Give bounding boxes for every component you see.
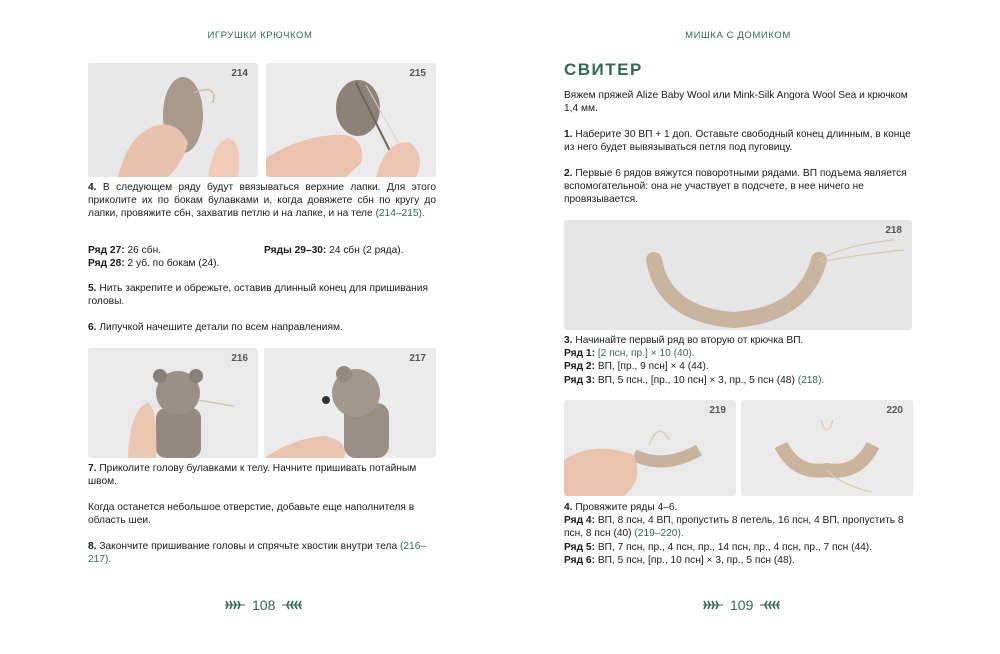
row-29-30: Ряды 29–30: 24 сбн (2 ряда). (264, 245, 404, 256)
folio-number: 109 (730, 597, 754, 613)
step-7-text: 7. Приколите голову булавками к телу. Начните пришивать потайным швом. (88, 463, 417, 488)
rows-27-30 (88, 244, 436, 270)
section-title: СВИТЕР (564, 60, 643, 79)
step-4-block (564, 501, 916, 567)
step-8-text: 8. Закончите пришивание головы и спрячьте хвостик внутри тела (216–217). (88, 541, 427, 566)
photo-218 (564, 220, 912, 330)
row-2: Ряд 2: ВП, [пр., 9 псн] × 4 (44). (564, 361, 709, 373)
step-number: 4. (88, 182, 97, 193)
step-6-text: 6. Липучкой начешите детали по всем направлениям. (88, 322, 343, 333)
laurel-right-icon (281, 599, 303, 611)
page-number-left (224, 597, 303, 613)
photo-219 (564, 400, 736, 496)
folio-number: 108 (252, 597, 276, 613)
row-3: Ряд 3: ВП, 5 псн., [пр., 10 псн] × 3, пр., 5 псн (48) (218). (564, 374, 825, 386)
laurel-right-icon (759, 599, 781, 611)
photo-number: 214 (231, 68, 248, 79)
step-body: В следующем ряду будут ввязываться верхние лапки. Для этого приколите их по бокам булавками и, когда довяжете сбн по кругу до лапки, провяжите сбн, захватив петлю и на лапке, и на теле (88, 182, 436, 220)
step-3-text: 3. Начинайте первый ряд во вторую от крючка ВП. (564, 335, 804, 346)
photo-217 (264, 348, 436, 458)
step-1-text: 1. Наберите 30 ВП + 1 доп. Оставьте свободный конец длинным, в конце из него будет вывязываться петля под пуговицу. (564, 129, 911, 154)
note-text: Когда останется небольшое отверстие, добавьте еще наполнителя в область шеи. (88, 502, 415, 527)
page-number-right (702, 597, 781, 613)
running-head-right: МИШКА С ДОМИКОМ (685, 30, 791, 41)
photo-215 (266, 63, 436, 177)
photo-number: 217 (409, 353, 426, 364)
photo-220 (741, 400, 913, 496)
photo-number: 216 (231, 353, 248, 364)
right-page (500, 0, 1000, 654)
row-27: Ряд 27: 26 сбн. (88, 245, 162, 256)
photo-214 (88, 63, 258, 177)
step-3-block (564, 334, 914, 387)
row-1: Ряд 1: [2 псн, пр.] × 10 (40). (564, 348, 695, 360)
step-5-text: 5. Нить закрепите и обрежьте, оставив длинный конец для пришивания головы. (88, 283, 428, 308)
intro-text: Вяжем пряжей Alize Baby Wool или Mink-Silk Angora Wool Sea и крючком 1,4 мм. (564, 90, 908, 115)
photo-number: 220 (886, 405, 903, 416)
photo-number: 215 (409, 68, 426, 79)
photo-number: 219 (709, 405, 726, 416)
step-4-right-text: 4. Провяжите ряды 4–6. (564, 502, 678, 513)
photo-reference: (214–215). (375, 208, 425, 220)
photo-number: 218 (885, 225, 902, 236)
row-6: Ряд 6: ВП, 5 псн, [пр., 10 псн] × 3, пр., 5 псн (48). (564, 554, 795, 566)
row-4: Ряд 4: ВП, 8 псн, 4 ВП, пропустить 8 петель, 16 псн, 4 ВП, пропустить 8 псн, 8 псн (40) (219–220). (564, 515, 904, 540)
photo-reference: (216–217). (88, 541, 427, 566)
photo-216 (88, 348, 258, 458)
laurel-left-icon (224, 599, 246, 611)
row-5: Ряд 5: ВП, 7 псн, пр., 4 псн, пр., 14 псн, пр., 4 псн, пр., 7 псн (44). (564, 541, 873, 553)
step-2-text: 2. Первые 6 рядов вяжутся поворотными рядами. ВП подъема является вспомогательной: она не участвует в подсчете, в нее ничего не провязывается. (564, 168, 907, 206)
running-head-left: ИГРУШКИ КРЮЧКОМ (207, 30, 313, 41)
row-28: Ряд 28: 2 уб. по бокам (24). (88, 258, 220, 270)
step-4-text (88, 181, 436, 221)
laurel-left-icon (702, 599, 724, 611)
